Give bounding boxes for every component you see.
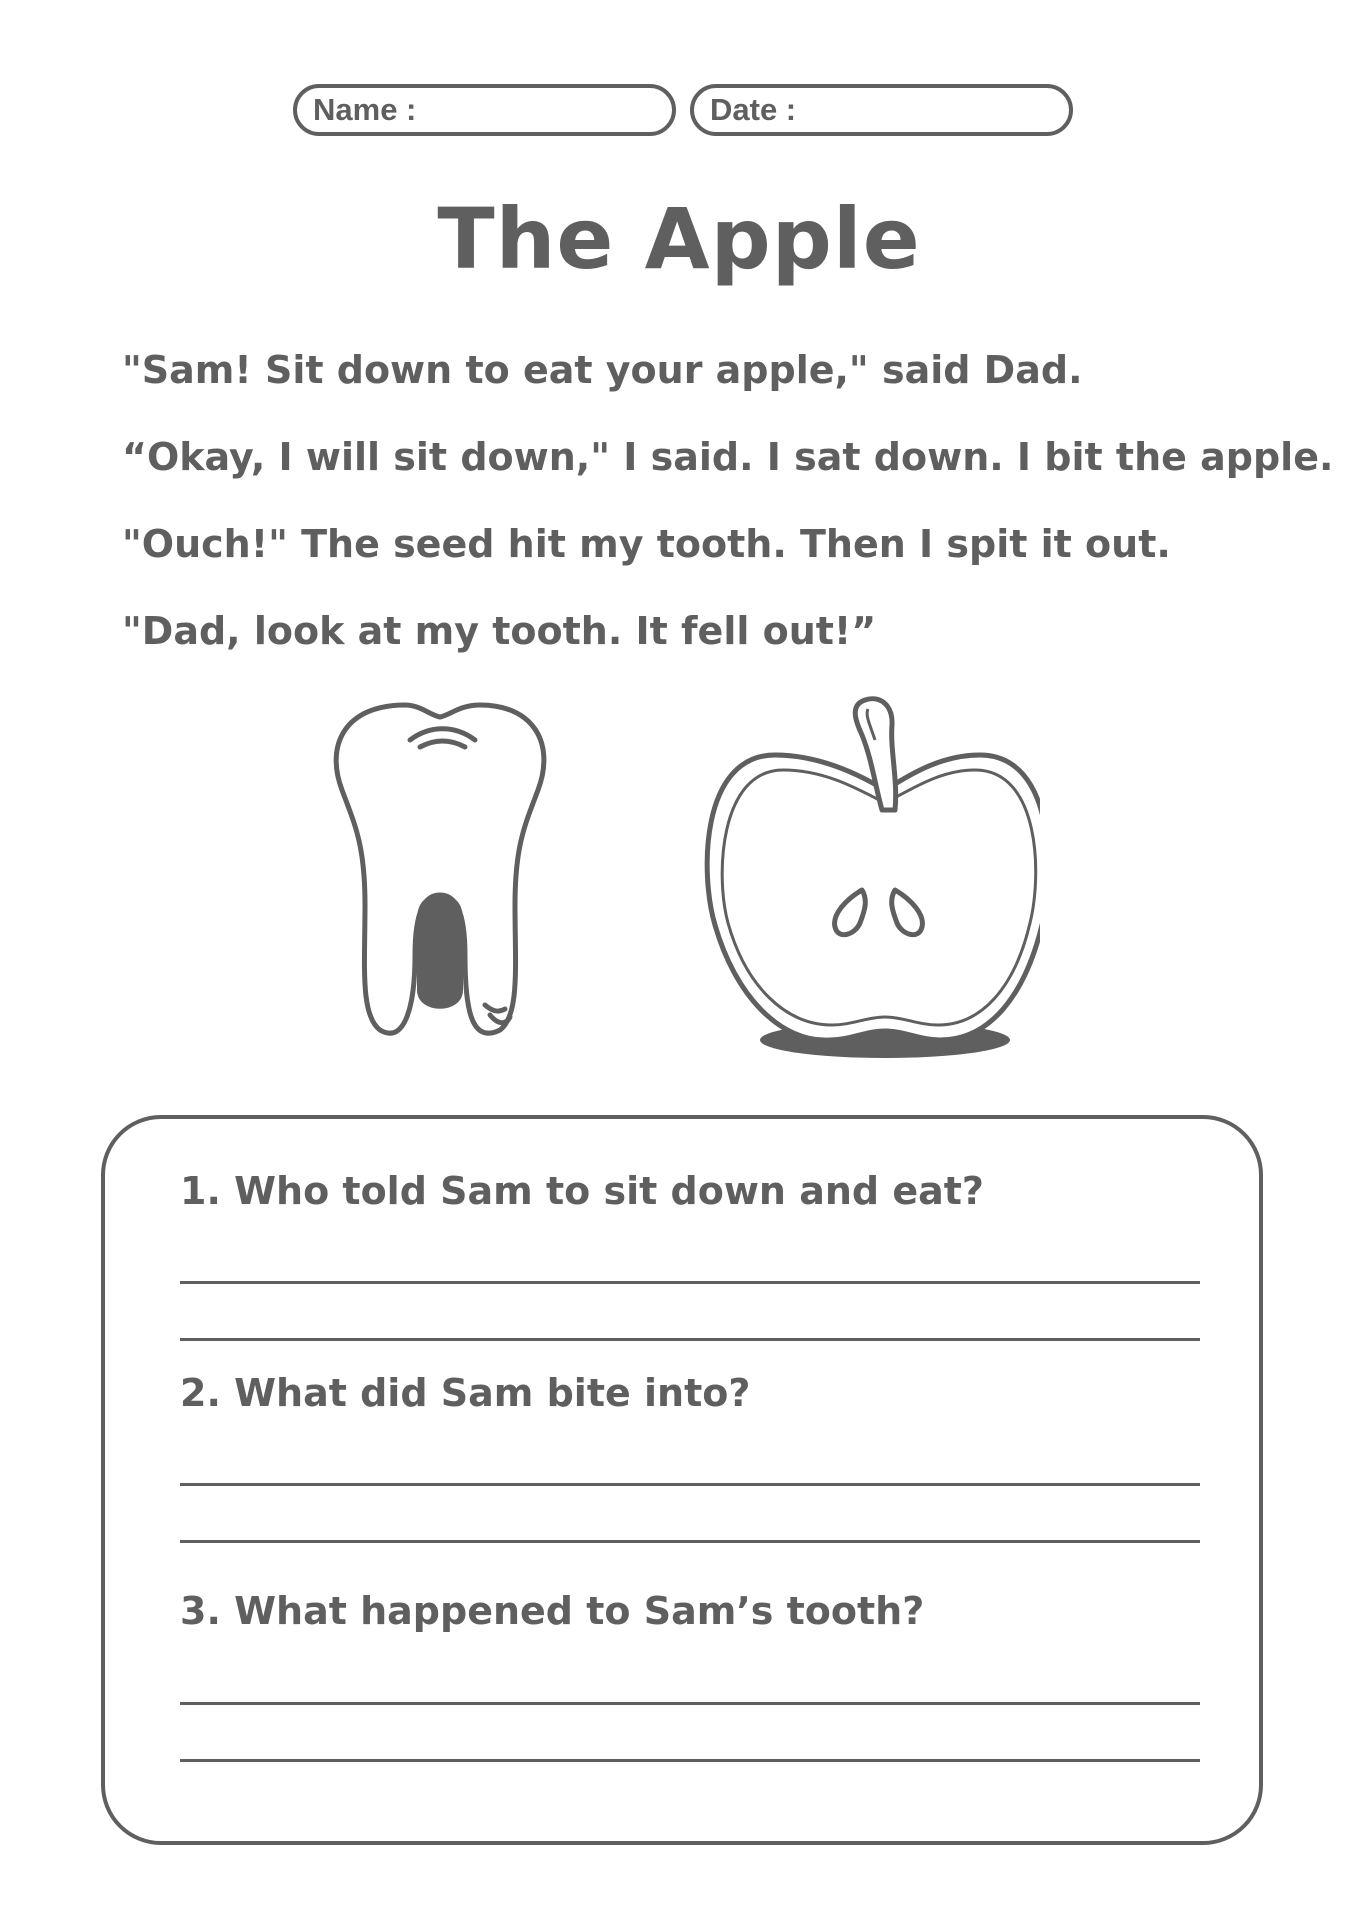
name-field[interactable] xyxy=(293,84,676,136)
story-text xyxy=(122,340,1334,688)
answer-line-1a[interactable] xyxy=(180,1281,1200,1284)
answer-line-3b[interactable] xyxy=(180,1759,1200,1762)
answer-line-2b[interactable] xyxy=(180,1540,1200,1543)
illustrations xyxy=(320,695,1040,1060)
name-label: Name : xyxy=(313,92,417,127)
story-line-3: "Ouch!" The seed hit my tooth. Then I spit it out. xyxy=(122,522,1171,566)
questions-box xyxy=(101,1115,1263,1845)
question-2: 2. What did Sam bite into? xyxy=(180,1371,751,1415)
date-label: Date : xyxy=(710,92,797,127)
apple-half-icon xyxy=(707,699,1040,1040)
date-field[interactable] xyxy=(690,84,1073,136)
answer-line-2a[interactable] xyxy=(180,1483,1200,1486)
story-line-4: "Dad, look at my tooth. It fell out!” xyxy=(122,609,877,653)
question-1: 1. Who told Sam to sit down and eat? xyxy=(180,1169,984,1213)
answer-line-3a[interactable] xyxy=(180,1702,1200,1705)
story-line-2: “Okay, I will sit down," I said. I sat down. I bit the apple. xyxy=(122,435,1334,479)
tooth-root-shadow xyxy=(417,895,463,1009)
page-title: The Apple xyxy=(437,190,921,288)
story-line-1: "Sam! Sit down to eat your apple," said Dad. xyxy=(122,348,1083,392)
answer-line-1b[interactable] xyxy=(180,1338,1200,1341)
question-3: 3. What happened to Sam’s tooth? xyxy=(180,1589,925,1633)
